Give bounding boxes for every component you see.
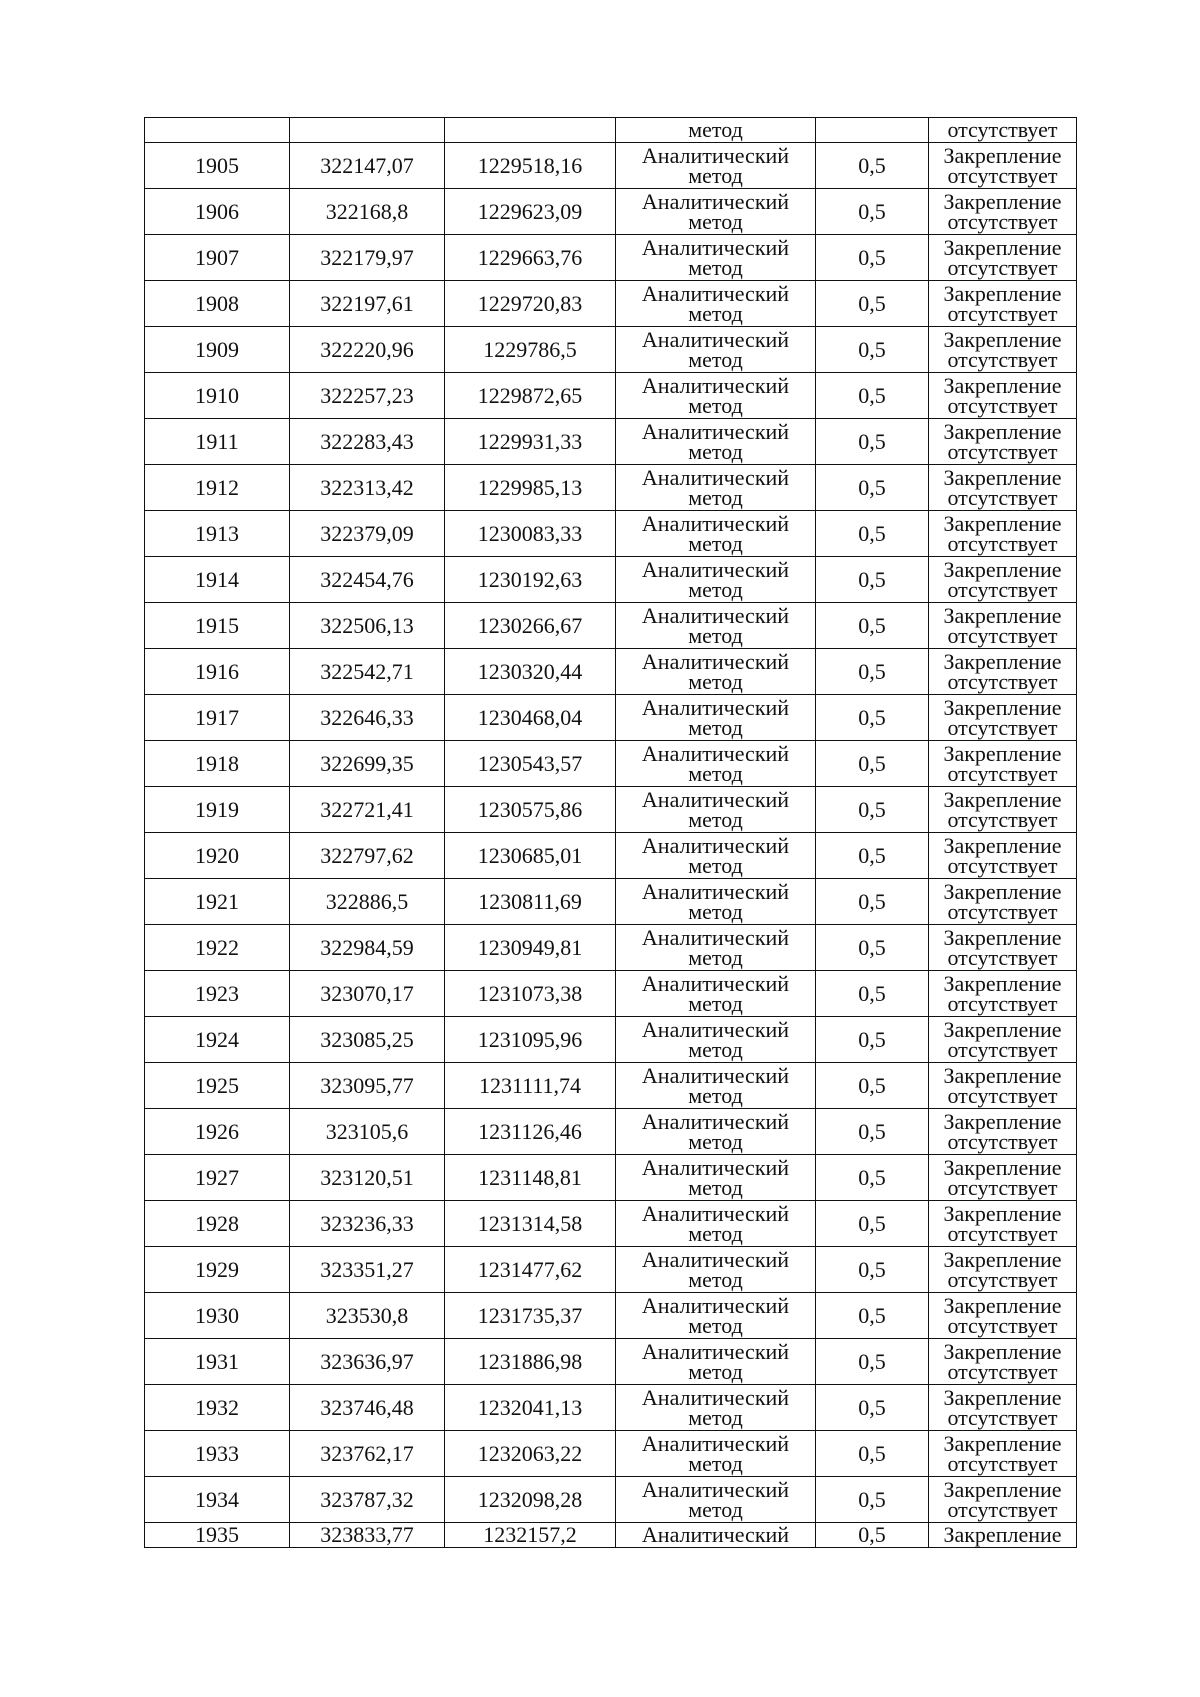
- cell-point-number: 1908: [145, 281, 290, 327]
- cell-x-coordinate: 322257,23: [290, 373, 445, 419]
- cell-point-number: 1923: [145, 971, 290, 1017]
- cell-fixing: Закрепление отсутствует: [929, 1201, 1077, 1247]
- cell-accuracy: 0,5: [816, 741, 929, 787]
- cell-accuracy: [816, 118, 929, 143]
- cell-method: метод: [616, 118, 816, 143]
- cell-x-coordinate: 323530,8: [290, 1293, 445, 1339]
- cell-point-number: 1931: [145, 1339, 290, 1385]
- table-row: [145, 1431, 1077, 1477]
- cell-y-coordinate: 1230320,44: [445, 649, 616, 695]
- table-row: [145, 1477, 1077, 1523]
- cell-point-number: 1932: [145, 1385, 290, 1431]
- cell-fixing: Закрепление отсутствует: [929, 143, 1077, 189]
- cell-x-coordinate: 322542,71: [290, 649, 445, 695]
- cell-y-coordinate: 1230468,04: [445, 695, 616, 741]
- cell-point-number: 1906: [145, 189, 290, 235]
- cell-y-coordinate: 1230685,01: [445, 833, 616, 879]
- cell-fixing: Закрепление отсутствует: [929, 557, 1077, 603]
- cell-y-coordinate: 1232063,22: [445, 1431, 616, 1477]
- cell-point-number: 1913: [145, 511, 290, 557]
- cell-y-coordinate: 1231073,38: [445, 971, 616, 1017]
- cell-y-coordinate: 1230543,57: [445, 741, 616, 787]
- cell-method: Аналитический метод: [616, 1201, 816, 1247]
- cell-fixing: Закрепление отсутствует: [929, 603, 1077, 649]
- cell-x-coordinate: 323746,48: [290, 1385, 445, 1431]
- cell-accuracy: 0,5: [816, 1017, 929, 1063]
- table-row-partial-top: [145, 118, 1077, 143]
- cell-y-coordinate: 1230083,33: [445, 511, 616, 557]
- cell-accuracy: 0,5: [816, 281, 929, 327]
- cell-point-number: 1912: [145, 465, 290, 511]
- cell-x-coordinate: 323095,77: [290, 1063, 445, 1109]
- cell-y-coordinate: 1231095,96: [445, 1017, 616, 1063]
- cell-x-coordinate: 323120,51: [290, 1155, 445, 1201]
- cell-x-coordinate: 322379,09: [290, 511, 445, 557]
- cell-accuracy: 0,5: [816, 787, 929, 833]
- cell-x-coordinate: 323351,27: [290, 1247, 445, 1293]
- cell-point-number: 1927: [145, 1155, 290, 1201]
- cell-fixing: Закрепление отсутствует: [929, 971, 1077, 1017]
- cell-point-number: 1920: [145, 833, 290, 879]
- cell-point-number: 1928: [145, 1201, 290, 1247]
- cell-method: Аналитический метод: [616, 1431, 816, 1477]
- cell-accuracy: 0,5: [816, 925, 929, 971]
- cell-point-number: 1909: [145, 327, 290, 373]
- table-row: [145, 327, 1077, 373]
- cell-fixing: Закрепление отсутствует: [929, 419, 1077, 465]
- cell-accuracy: 0,5: [816, 465, 929, 511]
- cell-fixing: Закрепление отсутствует: [929, 879, 1077, 925]
- cell-accuracy: 0,5: [816, 695, 929, 741]
- cell-accuracy: 0,5: [816, 649, 929, 695]
- cell-x-coordinate: 323085,25: [290, 1017, 445, 1063]
- table-row: [145, 557, 1077, 603]
- cell-y-coordinate: 1232157,2: [445, 1523, 616, 1548]
- cell-method: Аналитический метод: [616, 1293, 816, 1339]
- table-row: [145, 465, 1077, 511]
- cell-y-coordinate: 1229623,09: [445, 189, 616, 235]
- cell-method: Аналитический метод: [616, 1247, 816, 1293]
- table-row: [145, 1155, 1077, 1201]
- cell-fixing: Закрепление отсутствует: [929, 787, 1077, 833]
- table-row: [145, 511, 1077, 557]
- cell-accuracy: 0,5: [816, 557, 929, 603]
- cell-point-number: 1919: [145, 787, 290, 833]
- cell-accuracy: 0,5: [816, 1477, 929, 1523]
- cell-fixing: Закрепление отсутствует: [929, 1477, 1077, 1523]
- cell-x-coordinate: 323105,6: [290, 1109, 445, 1155]
- cell-fixing: Закрепление отсутствует: [929, 1155, 1077, 1201]
- cell-fixing: Закрепление отсутствует: [929, 281, 1077, 327]
- cell-x-coordinate: 322886,5: [290, 879, 445, 925]
- cell-point-number: 1907: [145, 235, 290, 281]
- cell-method: Аналитический: [616, 1523, 816, 1548]
- cell-accuracy: 0,5: [816, 143, 929, 189]
- cell-fixing: Закрепление отсутствует: [929, 649, 1077, 695]
- cell-point-number: 1915: [145, 603, 290, 649]
- cell-y-coordinate: 1230266,67: [445, 603, 616, 649]
- cell-accuracy: 0,5: [816, 1385, 929, 1431]
- cell-method: Аналитический метод: [616, 419, 816, 465]
- cell-accuracy: 0,5: [816, 1293, 929, 1339]
- cell-point-number: 1905: [145, 143, 290, 189]
- cell-y-coordinate: 1232098,28: [445, 1477, 616, 1523]
- cell-y-coordinate: 1231126,46: [445, 1109, 616, 1155]
- cell-method: Аналитический метод: [616, 741, 816, 787]
- cell-method: Аналитический метод: [616, 143, 816, 189]
- cell-y-coordinate: 1230575,86: [445, 787, 616, 833]
- cell-x-coordinate: 323636,97: [290, 1339, 445, 1385]
- cell-x-coordinate: 322699,35: [290, 741, 445, 787]
- cell-point-number: 1918: [145, 741, 290, 787]
- cell-accuracy: 0,5: [816, 833, 929, 879]
- cell-method: Аналитический метод: [616, 1017, 816, 1063]
- cell-y-coordinate: 1231886,98: [445, 1339, 616, 1385]
- cell-x-coordinate: 322220,96: [290, 327, 445, 373]
- cell-fixing: Закрепление отсутствует: [929, 1431, 1077, 1477]
- cell-accuracy: 0,5: [816, 879, 929, 925]
- cell-method: Аналитический метод: [616, 925, 816, 971]
- table-row: [145, 1017, 1077, 1063]
- cell-accuracy: 0,5: [816, 1063, 929, 1109]
- cell-x-coordinate: [290, 118, 445, 143]
- cell-point-number: 1921: [145, 879, 290, 925]
- cell-y-coordinate: 1229985,13: [445, 465, 616, 511]
- cell-y-coordinate: 1229931,33: [445, 419, 616, 465]
- cell-point-number: 1914: [145, 557, 290, 603]
- table-row: [145, 1109, 1077, 1155]
- cell-accuracy: 0,5: [816, 1247, 929, 1293]
- table-row: [145, 695, 1077, 741]
- cell-point-number: 1929: [145, 1247, 290, 1293]
- cell-y-coordinate: 1231314,58: [445, 1201, 616, 1247]
- cell-point-number: 1925: [145, 1063, 290, 1109]
- cell-fixing: Закрепление отсутствует: [929, 833, 1077, 879]
- cell-fixing: Закрепление отсутствует: [929, 327, 1077, 373]
- cell-method: Аналитический метод: [616, 189, 816, 235]
- table-row: [145, 971, 1077, 1017]
- cell-method: Аналитический метод: [616, 1339, 816, 1385]
- table-row: [145, 419, 1077, 465]
- table-row: [145, 281, 1077, 327]
- cell-x-coordinate: 322147,07: [290, 143, 445, 189]
- cell-x-coordinate: 322797,62: [290, 833, 445, 879]
- table-row: [145, 1063, 1077, 1109]
- table-row: [145, 1201, 1077, 1247]
- cell-y-coordinate: 1229720,83: [445, 281, 616, 327]
- cell-x-coordinate: 322454,76: [290, 557, 445, 603]
- cell-accuracy: 0,5: [816, 327, 929, 373]
- cell-method: Аналитический метод: [616, 235, 816, 281]
- cell-fixing: Закрепление отсутствует: [929, 1339, 1077, 1385]
- table-row: [145, 1339, 1077, 1385]
- cell-fixing: Закрепление отсутствует: [929, 189, 1077, 235]
- cell-point-number: 1926: [145, 1109, 290, 1155]
- cell-x-coordinate: 322313,42: [290, 465, 445, 511]
- cell-method: Аналитический метод: [616, 1477, 816, 1523]
- table-row: [145, 143, 1077, 189]
- cell-fixing: Закрепление отсутствует: [929, 1063, 1077, 1109]
- cell-method: Аналитический метод: [616, 695, 816, 741]
- cell-method: Аналитический метод: [616, 557, 816, 603]
- cell-method: Аналитический метод: [616, 327, 816, 373]
- cell-y-coordinate: 1230811,69: [445, 879, 616, 925]
- cell-method: Аналитический метод: [616, 1109, 816, 1155]
- cell-fixing: отсутствует: [929, 118, 1077, 143]
- cell-fixing: Закрепление отсутствует: [929, 1017, 1077, 1063]
- cell-method: Аналитический метод: [616, 879, 816, 925]
- cell-y-coordinate: 1229786,5: [445, 327, 616, 373]
- cell-accuracy: 0,5: [816, 1201, 929, 1247]
- cell-y-coordinate: 1231111,74: [445, 1063, 616, 1109]
- cell-x-coordinate: 323762,17: [290, 1431, 445, 1477]
- cell-method: Аналитический метод: [616, 1063, 816, 1109]
- cell-y-coordinate: 1231148,81: [445, 1155, 616, 1201]
- cell-point-number: 1930: [145, 1293, 290, 1339]
- cell-fixing: Закрепление отсутствует: [929, 511, 1077, 557]
- table-row: [145, 1247, 1077, 1293]
- table-row: [145, 833, 1077, 879]
- cell-accuracy: 0,5: [816, 1339, 929, 1385]
- cell-point-number: [145, 118, 290, 143]
- cell-point-number: 1934: [145, 1477, 290, 1523]
- cell-x-coordinate: 322506,13: [290, 603, 445, 649]
- cell-accuracy: 0,5: [816, 235, 929, 281]
- cell-accuracy: 0,5: [816, 1523, 929, 1548]
- cell-fixing: Закрепление: [929, 1523, 1077, 1548]
- cell-point-number: 1916: [145, 649, 290, 695]
- cell-x-coordinate: 322179,97: [290, 235, 445, 281]
- cell-method: Аналитический метод: [616, 373, 816, 419]
- cell-fixing: Закрепление отсутствует: [929, 925, 1077, 971]
- table-row: [145, 603, 1077, 649]
- cell-x-coordinate: 322646,33: [290, 695, 445, 741]
- cell-method: Аналитический метод: [616, 281, 816, 327]
- cell-method: Аналитический метод: [616, 787, 816, 833]
- cell-x-coordinate: 322984,59: [290, 925, 445, 971]
- cell-point-number: 1910: [145, 373, 290, 419]
- cell-fixing: Закрепление отсутствует: [929, 373, 1077, 419]
- cell-fixing: Закрепление отсутствует: [929, 741, 1077, 787]
- cell-y-coordinate: 1230192,63: [445, 557, 616, 603]
- table-row: [145, 879, 1077, 925]
- cell-x-coordinate: 323787,32: [290, 1477, 445, 1523]
- cell-method: Аналитический метод: [616, 465, 816, 511]
- cell-accuracy: 0,5: [816, 419, 929, 465]
- cell-fixing: Закрепление отсутствует: [929, 1293, 1077, 1339]
- cell-y-coordinate: 1230949,81: [445, 925, 616, 971]
- table-row: [145, 235, 1077, 281]
- cell-y-coordinate: 1231735,37: [445, 1293, 616, 1339]
- table-row: [145, 787, 1077, 833]
- table-row: [145, 741, 1077, 787]
- cell-method: Аналитический метод: [616, 971, 816, 1017]
- cell-y-coordinate: 1229663,76: [445, 235, 616, 281]
- table-row-partial-bottom: [145, 1523, 1077, 1548]
- cell-point-number: 1935: [145, 1523, 290, 1548]
- cell-x-coordinate: 322283,43: [290, 419, 445, 465]
- cell-x-coordinate: 323070,17: [290, 971, 445, 1017]
- cell-point-number: 1922: [145, 925, 290, 971]
- cell-point-number: 1911: [145, 419, 290, 465]
- cell-accuracy: 0,5: [816, 1155, 929, 1201]
- cell-accuracy: 0,5: [816, 603, 929, 649]
- table-row: [145, 1293, 1077, 1339]
- cell-y-coordinate: 1229518,16: [445, 143, 616, 189]
- cell-accuracy: 0,5: [816, 1109, 929, 1155]
- cell-accuracy: 0,5: [816, 971, 929, 1017]
- cell-y-coordinate: 1229872,65: [445, 373, 616, 419]
- cell-method: Аналитический метод: [616, 511, 816, 557]
- cell-x-coordinate: 323236,33: [290, 1201, 445, 1247]
- cell-accuracy: 0,5: [816, 373, 929, 419]
- cell-fixing: Закрепление отсутствует: [929, 1385, 1077, 1431]
- cell-point-number: 1917: [145, 695, 290, 741]
- cell-x-coordinate: 322721,41: [290, 787, 445, 833]
- table-row: [145, 1385, 1077, 1431]
- cell-point-number: 1924: [145, 1017, 290, 1063]
- table-row: [145, 373, 1077, 419]
- cell-accuracy: 0,5: [816, 189, 929, 235]
- cell-y-coordinate: 1232041,13: [445, 1385, 616, 1431]
- coordinates-table: [144, 117, 1077, 1548]
- cell-fixing: Закрепление отсутствует: [929, 465, 1077, 511]
- cell-method: Аналитический метод: [616, 1385, 816, 1431]
- table-row: [145, 925, 1077, 971]
- cell-y-coordinate: 1231477,62: [445, 1247, 616, 1293]
- cell-point-number: 1933: [145, 1431, 290, 1477]
- cell-accuracy: 0,5: [816, 511, 929, 557]
- cell-x-coordinate: 322168,8: [290, 189, 445, 235]
- cell-fixing: Закрепление отсутствует: [929, 235, 1077, 281]
- table-row: [145, 649, 1077, 695]
- cell-x-coordinate: 323833,77: [290, 1523, 445, 1548]
- cell-method: Аналитический метод: [616, 833, 816, 879]
- cell-fixing: Закрепление отсутствует: [929, 1109, 1077, 1155]
- cell-x-coordinate: 322197,61: [290, 281, 445, 327]
- cell-accuracy: 0,5: [816, 1431, 929, 1477]
- cell-fixing: Закрепление отсутствует: [929, 1247, 1077, 1293]
- cell-method: Аналитический метод: [616, 1155, 816, 1201]
- cell-method: Аналитический метод: [616, 649, 816, 695]
- table-row: [145, 189, 1077, 235]
- table-body: [145, 118, 1077, 1548]
- cell-method: Аналитический метод: [616, 603, 816, 649]
- cell-fixing: Закрепление отсутствует: [929, 695, 1077, 741]
- cell-y-coordinate: [445, 118, 616, 143]
